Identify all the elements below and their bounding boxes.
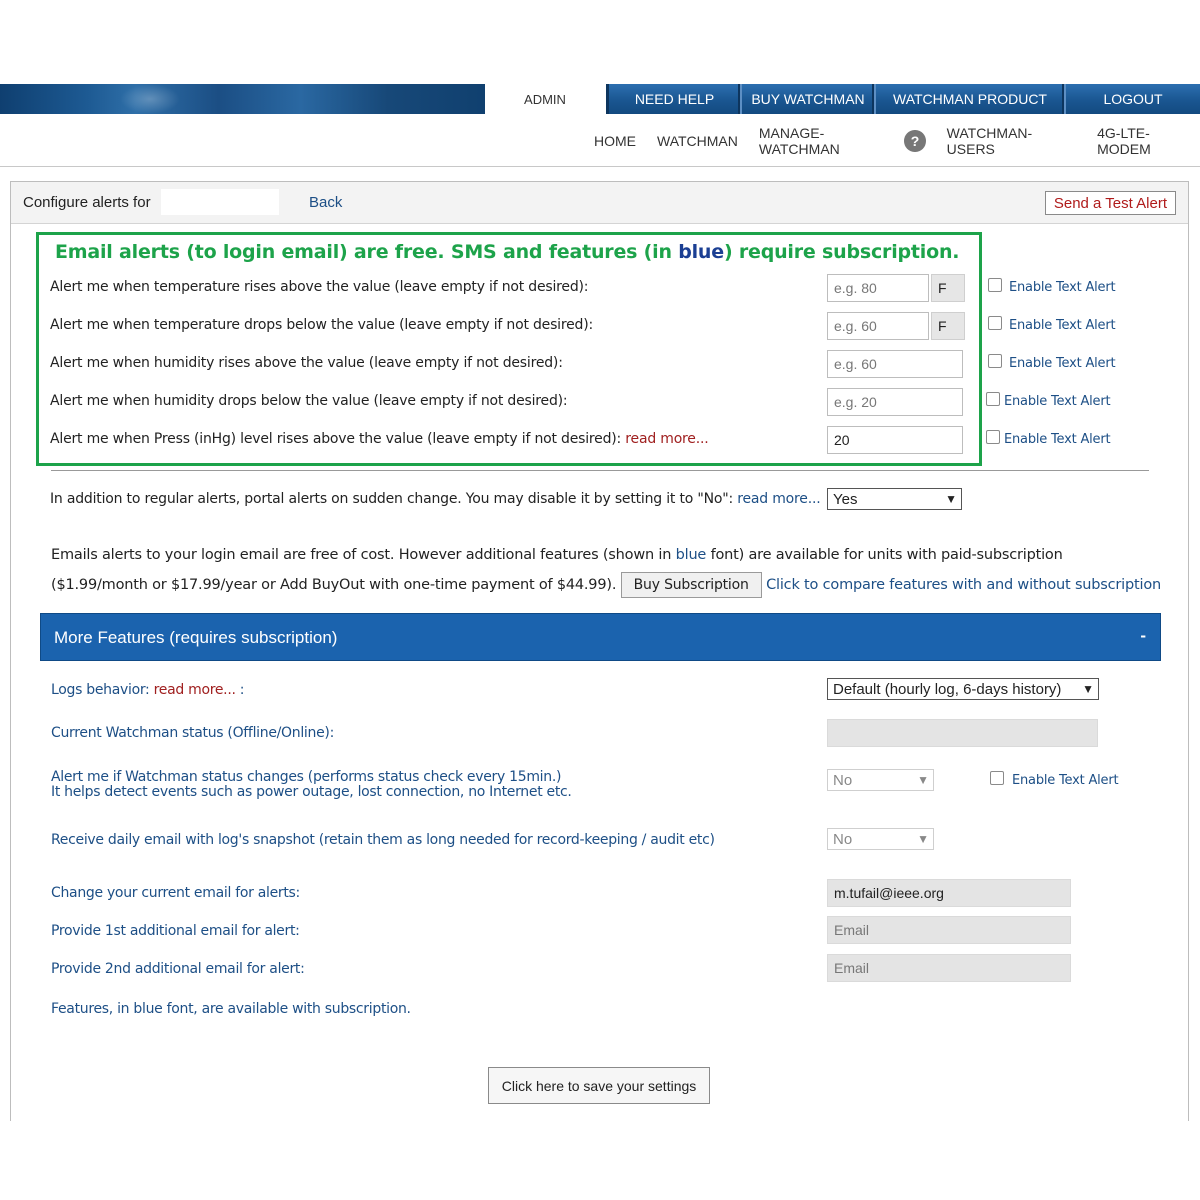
compare-features-link[interactable]: Click to compare features with and without subscription (766, 577, 1161, 593)
subnav-watchman-users[interactable]: WATCHMAN-USERS (946, 125, 1033, 157)
temp-drop-text-label: Enable Text Alert (1009, 318, 1116, 333)
pressure-rise-label: Alert me when Press (inHg) level rises above the value (leave empty if not desired): read more... (50, 431, 709, 447)
chevron-down-icon: ▼ (917, 773, 929, 787)
free-alerts-title: Email alerts (to login email) are free. SMS and features (in blue) require subscription. (55, 241, 960, 263)
panel-header (11, 182, 1188, 224)
admin-label: ADMIN (524, 91, 566, 107)
sudden-change-select[interactable] (827, 488, 962, 510)
nav-buy-watchman[interactable]: BUY WATCHMAN (742, 84, 876, 114)
humidity-rise-input[interactable]: e.g. 60 (827, 350, 963, 378)
status-change-text-label: Enable Text Alert (1012, 773, 1119, 788)
sub-nav (594, 125, 1200, 157)
pressure-rise-text-label: Enable Text Alert (1004, 432, 1111, 447)
sudden-change-read-more-link[interactable]: read more... (737, 491, 821, 507)
humidity-rise-label: Alert me when humidity rises above the value (leave empty if not desired): (50, 355, 563, 371)
subnav-watchman[interactable]: WATCHMAN (657, 133, 738, 149)
temp-rise-text-checkbox[interactable] (988, 278, 1002, 292)
configure-label: Configure alerts for (23, 194, 151, 211)
watchman-status-label: Current Watchman status (Offline/Online): (51, 725, 334, 741)
humidity-drop-text-checkbox[interactable] (986, 392, 1000, 406)
header-banner (0, 84, 485, 114)
temp-drop-input[interactable]: e.g. 60 (827, 312, 929, 340)
temp-rise-input[interactable]: e.g. 80 (827, 274, 929, 302)
email2-input[interactable]: Email (827, 954, 1071, 982)
more-features-title: More Features (requires subscription) (54, 628, 338, 647)
section-divider (51, 470, 1149, 471)
temp-drop-label: Alert me when temperature drops below the value (leave empty if not desired): (50, 317, 594, 333)
send-test-alert-button[interactable]: Send a Test Alert (1045, 191, 1176, 215)
alerts-panel (10, 181, 1189, 1121)
nav-need-help[interactable]: NEED HELP (609, 84, 742, 114)
top-nav (606, 84, 1200, 114)
pressure-read-more-link[interactable]: read more... (625, 431, 709, 447)
temp-drop-text-checkbox[interactable] (988, 316, 1002, 330)
nav-watchman-product[interactable]: WATCHMAN PRODUCT (876, 84, 1066, 114)
subnav-manage-watchman[interactable]: MANAGE-WATCHMAN (758, 125, 840, 157)
daily-email-label: Receive daily email with log's snapshot (retain them as long needed for record-keeping / audit etc) (51, 832, 715, 848)
humidity-rise-text-checkbox[interactable] (988, 354, 1002, 368)
change-email-input[interactable]: m.tufail@ieee.org (827, 879, 1071, 907)
status-change-text-checkbox[interactable] (990, 771, 1004, 785)
status-change-selected: No (833, 771, 853, 789)
temp-rise-unit: F (931, 274, 965, 302)
more-features-header[interactable] (40, 613, 1161, 661)
change-email-label: Change your current email for alerts: (51, 885, 300, 901)
temp-drop-unit: F (931, 312, 965, 340)
humidity-drop-label: Alert me when humidity drops below the value (leave empty if not desired): (50, 393, 568, 409)
sudden-change-label: In addition to regular alerts, portal alerts on sudden change. You may disable it by setting it to "No": read more... (50, 491, 821, 507)
subnav-4g-lte-modem[interactable]: 4G-LTE-MODEM (1097, 125, 1151, 157)
temp-rise-label: Alert me when temperature rises above the value (leave empty if not desired): (50, 279, 589, 295)
logs-behavior-select[interactable] (827, 678, 1099, 700)
chevron-down-icon: ▼ (1082, 682, 1094, 696)
buy-subscription-button[interactable]: Buy Subscription (621, 572, 762, 598)
humidity-drop-input[interactable]: e.g. 20 (827, 388, 963, 416)
logs-behavior-label: Logs behavior: read more... : (51, 682, 245, 698)
status-change-label: Alert me if Watchman status changes (performs status check every 15min.) It helps detect events such as power outage, lost connection, no Internet etc. (51, 769, 572, 800)
status-change-select[interactable] (827, 769, 934, 791)
temp-rise-text-label: Enable Text Alert (1009, 280, 1116, 295)
header-divider (0, 166, 1200, 167)
pressure-rise-input[interactable]: 20 (827, 426, 963, 454)
back-link[interactable]: Back (309, 194, 343, 211)
collapse-icon[interactable]: - (1140, 626, 1146, 645)
email1-label: Provide 1st additional email for alert: (51, 923, 300, 939)
nav-logout[interactable]: LOGOUT (1103, 91, 1163, 107)
chevron-down-icon: ▼ (945, 492, 957, 506)
email2-label: Provide 2nd additional email for alert: (51, 961, 305, 977)
subscription-footer-note: Features, in blue font, are available with subscription. (51, 1001, 411, 1017)
humidity-rise-text-label: Enable Text Alert (1009, 356, 1116, 371)
email1-input[interactable]: Email (827, 916, 1071, 944)
chevron-down-icon: ▼ (917, 832, 929, 846)
subscription-info: Emails alerts to your login email are free of cost. However additional features (shown in blue font) are available for units with paid-subscription ($1.99/month or $17.99/year or Add BuyOut with one-time payment of $44.99). Buy Subscription Click to compare features with and without subscription (51, 540, 1161, 600)
logs-read-more-link[interactable]: read more... (153, 682, 236, 698)
subnav-home[interactable]: HOME (594, 133, 636, 149)
watchman-status-field (827, 719, 1098, 747)
logs-behavior-selected: Default (hourly log, 6-days history) (833, 680, 1062, 698)
save-settings-button[interactable]: Click here to save your settings (488, 1067, 710, 1104)
sudden-change-selected: Yes (833, 490, 858, 508)
humidity-drop-text-label: Enable Text Alert (1004, 394, 1111, 409)
daily-email-selected: No (833, 830, 853, 848)
device-name-field (161, 189, 279, 215)
pressure-rise-text-checkbox[interactable] (986, 430, 1000, 444)
daily-email-select[interactable] (827, 828, 934, 850)
help-icon[interactable]: ? (904, 130, 925, 152)
